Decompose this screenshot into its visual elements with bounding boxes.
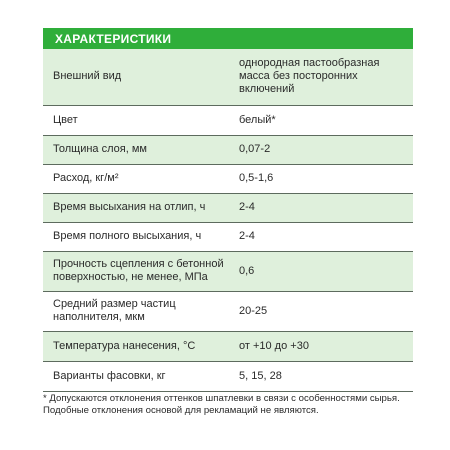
table-row [43,251,413,291]
param-cell: Температура нанесения, °С [43,331,233,361]
section-header [43,28,413,49]
param-cell: Время высыхания на отлип, ч [43,193,233,222]
characteristics-table [43,49,413,392]
table-row [43,135,413,164]
table-row [43,361,413,391]
table-row [43,49,413,105]
param-cell: Расход, кг/м² [43,164,233,193]
param-cell: Средний размер частиц наполнителя, мкм [43,291,233,331]
value-cell: 2-4 [233,222,413,251]
characteristics-sheet [43,28,413,392]
section-title: ХАРАКТЕРИСТИКИ [55,31,172,46]
value-cell: 0,5-1,6 [233,164,413,193]
param-cell: Варианты фасовки, кг [43,361,233,391]
table-row [43,331,413,361]
param-cell: Прочность сцепления с бетонной поверхностью, не менее, МПа [43,251,233,291]
table-row [43,291,413,331]
table-row [43,222,413,251]
param-cell: Толщина слоя, мм [43,135,233,164]
value-cell: 0,6 [233,251,413,291]
value-cell: однородная пастообразная масса без посторонних включений [233,49,413,105]
value-cell: 2-4 [233,193,413,222]
value-cell: белый* [233,105,413,135]
value-cell: 20-25 [233,291,413,331]
table-row [43,105,413,135]
table-row [43,164,413,193]
value-cell: от +10 до +30 [233,331,413,361]
table-row [43,193,413,222]
param-cell: Внешний вид [43,49,233,105]
value-cell: 0,07-2 [233,135,413,164]
param-cell: Цвет [43,105,233,135]
value-cell: 5, 15, 28 [233,361,413,391]
footnote: * Допускаются отклонения оттенков шпатлевки в связи с особенностями сырья. Подобные отклонения основой для рекламаций не являются. [43,393,400,416]
param-cell: Время полного высыхания, ч [43,222,233,251]
